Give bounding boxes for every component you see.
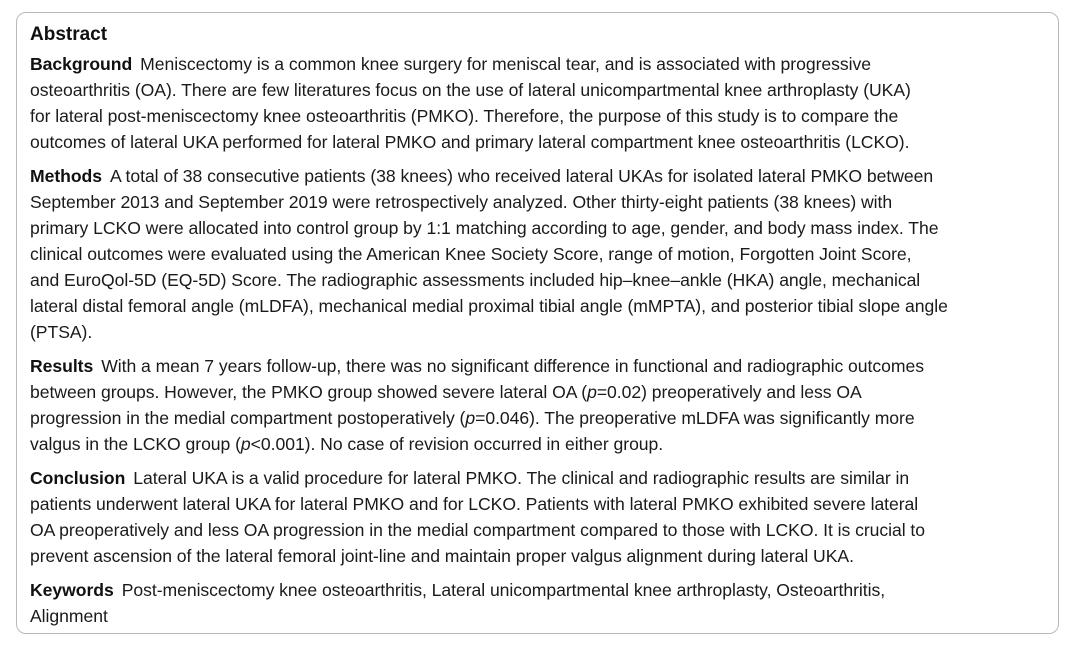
background-text: outcomes of lateral UKA performed for lateral PMKO and primary lateral compartment knee osteoarthritis (LCKO). xyxy=(30,132,910,152)
keywords-line-1 xyxy=(30,577,1046,603)
methods-text: primary LCKO were allocated into control group by 1:1 matching according to age, gender, and body mass index. The xyxy=(30,218,939,238)
background-text: for lateral post-meniscectomy knee osteoarthritis (PMKO). Therefore, the purpose of this study is to compare the xyxy=(30,106,899,126)
methods-line-1 xyxy=(30,163,1046,189)
methods-text: A total of 38 consecutive patients (38 knees) who received lateral UKAs for isolated lateral PMKO between xyxy=(109,166,934,186)
conclusion-text: Lateral UKA is a valid procedure for lateral PMKO. The clinical and radiographic results are similar in xyxy=(133,468,910,488)
background-text: Meniscectomy is a common knee surgery for meniscal tear, and is associated with progressive xyxy=(140,54,871,74)
methods-text: (PTSA). xyxy=(30,322,93,342)
abstract-title: Abstract xyxy=(30,24,108,45)
background-line-1 xyxy=(30,51,1046,77)
conclusion-heading: Conclusion xyxy=(30,468,126,488)
background-heading: Background xyxy=(30,54,133,74)
keywords-text: Alignment xyxy=(30,606,108,626)
methods-text: clinical outcomes were evaluated using the American Knee Society Score, range of motion, Forgotten Joint Score, xyxy=(30,244,912,264)
conclusion-section xyxy=(30,465,1046,569)
keywords-section xyxy=(30,577,1046,629)
results-heading: Results xyxy=(30,356,94,376)
results-text: valgus in the LCKO group (p<0.001). No case of revision occurred in either group. xyxy=(30,434,664,454)
conclusion-text: OA preoperatively and less OA progression in the medial compartment compared to those with LCKO. It is crucial to xyxy=(30,520,925,540)
results-text: between groups. However, the PMKO group showed severe lateral OA (p=0.02) preoperatively and less OA xyxy=(30,382,862,402)
methods-text: September 2013 and September 2019 were retrospectively analyzed. Other thirty-eight patients (38 knees) with xyxy=(30,192,893,212)
background-text: osteoarthritis (OA). There are few literatures focus on the use of lateral unicompartmental knee arthroplasty (UKA) xyxy=(30,80,911,100)
methods-text: and EuroQol-5D (EQ-5D) Score. The radiographic assessments included hip–knee–ankle (HKA) angle, mechanical xyxy=(30,270,921,290)
results-line-1 xyxy=(30,353,1046,379)
results-text: progression in the medial compartment postoperatively (p=0.046). The preoperative mLDFA was significantly more xyxy=(30,408,915,428)
methods-heading: Methods xyxy=(30,166,102,186)
results-text: With a mean 7 years follow-up, there was no significant difference in functional and radiographic outcomes xyxy=(101,356,924,376)
abstract-box xyxy=(16,12,1059,634)
keywords-text: Post-meniscectomy knee osteoarthritis, Lateral unicompartmental knee arthroplasty, Osteoarthritis, xyxy=(121,580,886,600)
conclusion-text: prevent ascension of the lateral femoral joint-line and maintain proper valgus alignment during lateral UKA. xyxy=(30,546,854,566)
background-section xyxy=(30,51,1046,155)
conclusion-text: patients underwent lateral UKA for lateral PMKO and for LCKO. Patients with lateral PMKO exhibited severe lateral xyxy=(30,494,919,514)
methods-text: lateral distal femoral angle (mLDFA), mechanical medial proximal tibial angle (mMPTA), and posterior tibial slope angle xyxy=(30,296,948,316)
conclusion-line-1 xyxy=(30,465,1046,491)
methods-section xyxy=(30,163,1046,345)
keywords-heading: Keywords xyxy=(30,580,114,600)
results-section xyxy=(30,353,1046,457)
